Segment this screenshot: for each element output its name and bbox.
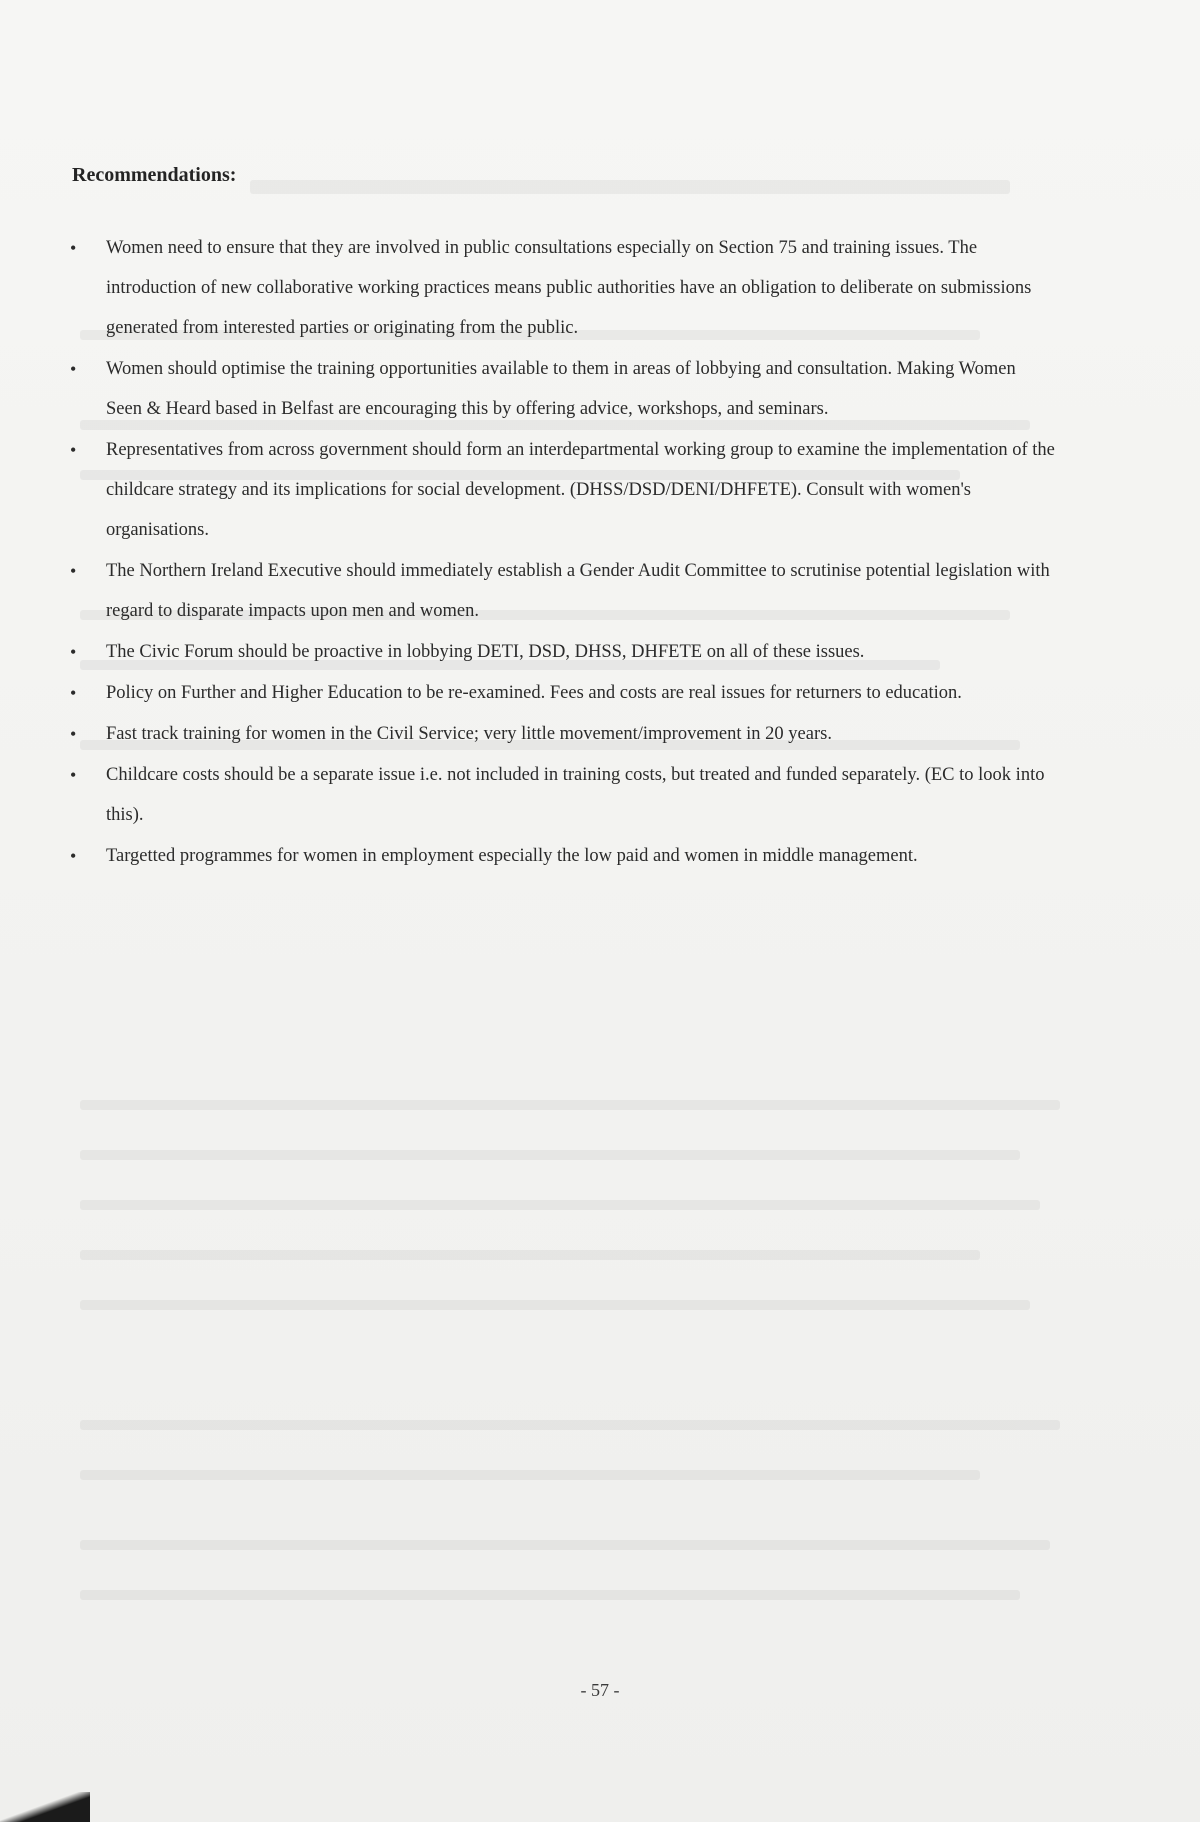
bullet-icon: • [70,440,77,460]
recommendation-item [66,755,1056,835]
recommendation-text: Representatives from across government should form an interdepartmental working group to examine the implementation of the childcare strategy and its implications for social development. (DHSS/DSD/DENI/DHFETE). Consult with women's organisations. [106,440,1055,540]
recommendation-text: Fast track training for women in the Civil Service; very little movement/improvement in 20 years. [106,724,832,744]
bullet-icon: • [70,642,77,662]
recommendation-text: Women should optimise the training opportunities available to them in areas of lobbying and consultation. Making Women Seen & Heard based in Belfast are encouraging this by offering advice, workshops, and seminars. [106,359,1016,419]
recommendation-item [66,714,1056,754]
recommendation-item [66,673,1056,713]
bullet-icon: • [70,683,77,703]
recommendation-text: Women need to ensure that they are involved in public consultations especially on Section 75 and training issues. The introduction of new collaborative working practices means public authorities have an obligation to deliberate on submissions generated from interested parties or originating from the public. [106,238,1032,338]
recommendation-text: The Civic Forum should be proactive in lobbying DETI, DSD, DHSS, DHFETE on all of these issues. [106,642,865,662]
bullet-icon: • [70,765,77,785]
recommendation-item [66,228,1056,348]
bullet-icon: • [70,846,77,866]
bullet-icon: • [70,359,77,379]
recommendation-item [66,836,1056,876]
recommendation-item [66,430,1056,550]
recommendation-item [66,632,1056,672]
recommendation-item [66,349,1056,429]
page-number: - 57 - [580,1680,620,1700]
bullet-icon: • [70,561,77,581]
recommendations-list [66,228,1056,877]
recommendation-item [66,551,1056,631]
scan-corner-shadow [0,1792,90,1822]
bullet-icon: • [70,724,77,744]
bullet-icon: • [70,238,77,258]
recommendation-text: The Northern Ireland Executive should immediately establish a Gender Audit Committee to scrutinise potential legislation with regard to disparate impacts upon men and women. [106,561,1050,621]
recommendation-text: Childcare costs should be a separate issue i.e. not included in training costs, but treated and funded separately. (EC to look into this). [106,765,1045,825]
recommendation-text: Policy on Further and Higher Education to be re-examined. Fees and costs are real issues for returners to education. [106,683,962,703]
recommendations-heading: Recommendations: [72,164,237,186]
recommendation-text: Targetted programmes for women in employment especially the low paid and women in middle management. [106,846,918,866]
